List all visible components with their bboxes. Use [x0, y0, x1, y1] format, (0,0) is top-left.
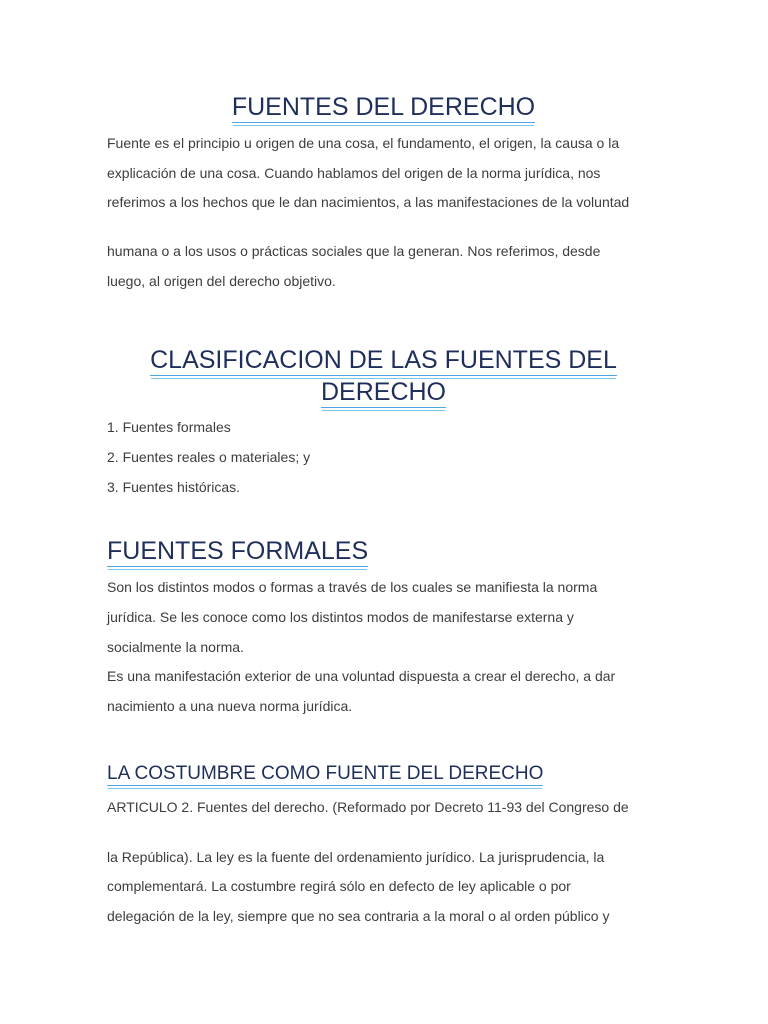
heading-text: FUENTES FORMALES — [107, 537, 369, 565]
paragraph-line: ARTICULO 2. Fuentes del derecho. (Reformado por Decreto 11-93 del Congreso de — [107, 799, 629, 815]
list-item: 3. Fuentes históricas. — [107, 479, 241, 495]
paragraph-line: Son los distintos modos o formas a través de los cuales se manifiesta la norma — [107, 579, 598, 595]
heading-fuentes-formales — [107, 536, 660, 566]
paragraph-line: humana o a los usos o prácticas sociales que la generan. Nos referimos, desde — [107, 243, 601, 259]
list-item: 2. Fuentes reales o materiales; y — [107, 449, 311, 465]
paragraph-line: nacimiento a una nueva norma jurídica. — [107, 698, 353, 714]
paragraph-line: jurídica. Se les conoce como los distintos modos de manifestarse externa y — [107, 609, 574, 625]
heading-text: FUENTES DEL DERECHO — [231, 93, 536, 121]
paragraph-line: Fuente es el principio u origen de una cosa, el fundamento, el origen, la causa o la — [107, 135, 620, 151]
heading-text: LA COSTUMBRE COMO FUENTE DEL DERECHO — [107, 763, 544, 784]
paragraph-line: la República). La ley es la fuente del ordenamiento jurídico. La jurisprudencia, la — [107, 849, 605, 865]
heading-text-line2: DERECHO — [320, 378, 446, 406]
paragraph-line: delegación de la ley, siempre que no sea contraria a la moral o al orden público y — [107, 908, 610, 924]
heading-text-line1: CLASIFICACION DE LAS FUENTES DEL — [150, 346, 617, 374]
paragraph-line: complementará. La costumbre regirá sólo en defecto de ley aplicable o por — [107, 878, 571, 894]
paragraph-line: explicación de una cosa. Cuando hablamos del origen de la norma jurídica, nos — [107, 165, 601, 181]
heading-fuentes-del-derecho — [107, 92, 660, 122]
paragraph-line: Es una manifestación exterior de una voluntad dispuesta a crear el derecho, a dar — [107, 668, 616, 684]
paragraph-line: luego, al origen del derecho objetivo. — [107, 273, 336, 289]
paragraph-line: referimos a los hechos que le dan nacimientos, a las manifestaciones de la voluntad — [107, 194, 630, 210]
paragraph-line: socialmente la norma. — [107, 639, 244, 655]
heading-clasificacion — [107, 344, 660, 408]
heading-la-costumbre — [107, 762, 660, 786]
list-item: 1. Fuentes formales — [107, 419, 231, 435]
